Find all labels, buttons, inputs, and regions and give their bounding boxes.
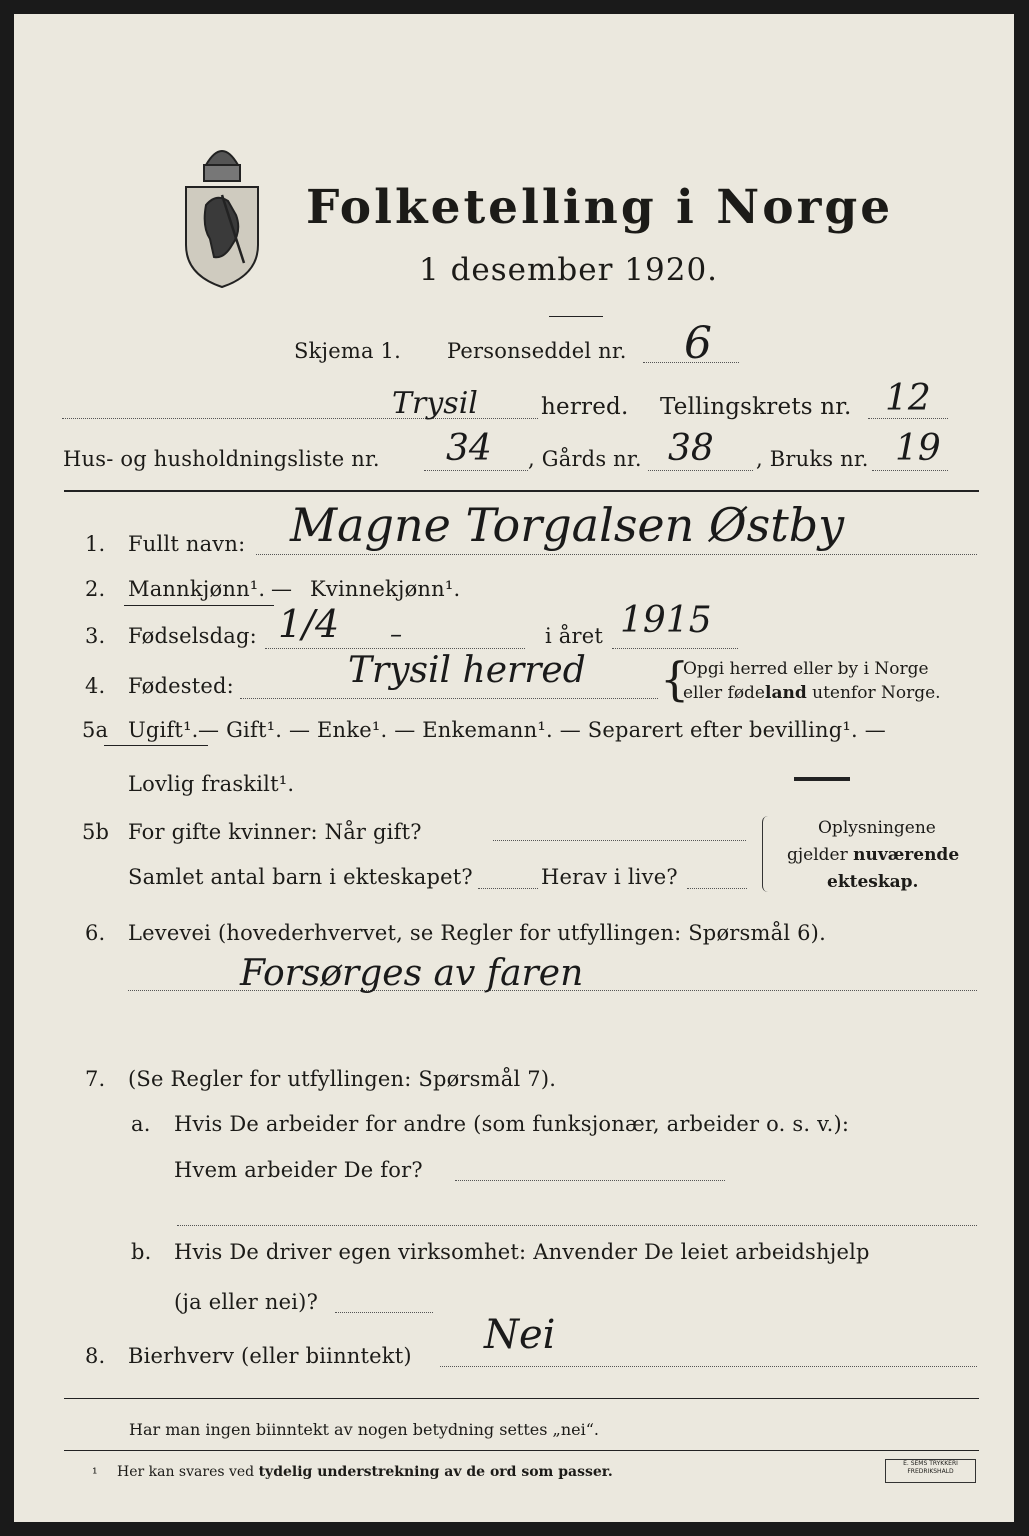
herred-value: Trysil — [392, 386, 478, 421]
footer-note: Har man ingen biinntekt av nogen betydning settes „nei“. — [129, 1420, 599, 1439]
q7b-number: b. — [131, 1240, 152, 1264]
q2-number: 2. — [85, 577, 106, 601]
q4-value: Trysil herred — [348, 650, 586, 691]
gards-value: 38 — [668, 428, 714, 469]
q8-value: Nei — [484, 1312, 556, 1358]
q2-separator: — — [271, 577, 293, 601]
q7-number: 7. — [85, 1067, 106, 1091]
census-form — [14, 14, 1014, 1522]
q1-number: 1. — [85, 532, 106, 556]
personseddel-label: Personseddel nr. — [447, 339, 627, 363]
q4-number: 4. — [85, 674, 106, 698]
bruks-value: 19 — [895, 428, 941, 469]
gards-line — [648, 470, 753, 471]
q5b-line1 — [493, 840, 746, 841]
q4-brace: { — [660, 652, 690, 706]
footer-divider — [64, 1398, 979, 1399]
q6-value: Forsørges av faren — [240, 953, 584, 994]
husholdning-label: Hus- og husholdningsliste nr. — [63, 447, 380, 471]
q7-label: (Se Regler for utfyllingen: Spørsmål 7). — [128, 1067, 557, 1091]
norway-coat-of-arms-icon — [176, 135, 268, 290]
q4-note-line2: eller fødeland utenfor Norge. — [683, 683, 941, 703]
footnote-text: Her kan svares ved tydelig understrekning av de ord som passer. — [117, 1464, 613, 1480]
q5b-line2-dots — [478, 888, 538, 889]
q5a-number: 5a — [82, 718, 109, 742]
printer-stamp: E. SEMS TRYKKERI FREDRIKSHALD — [885, 1459, 976, 1483]
q3-year-label: i året — [545, 624, 604, 648]
tellingskrets-label: Tellingskrets nr. — [660, 394, 852, 420]
q2-underline — [124, 605, 274, 606]
q1-value: Magne Torgalsen Østby — [290, 498, 845, 552]
q6-number: 6. — [85, 921, 106, 945]
q4-note-line1: Opgi herred eller by i Norge — [683, 659, 929, 679]
q5a-ugift: Ugift¹. — [128, 718, 199, 742]
q5b-note-line3: ekteskap. — [827, 872, 919, 892]
q3-line — [265, 648, 525, 649]
q3-year-line — [612, 648, 738, 649]
footnote-mark: ¹ — [92, 1466, 98, 1482]
q5b-line3-dots — [687, 888, 747, 889]
husholdning-line — [424, 470, 528, 471]
q4-line — [240, 698, 658, 699]
q8-number: 8. — [85, 1344, 106, 1368]
q3-value: 1/4 — [278, 602, 340, 646]
q7b-line2: (ja eller nei)? — [174, 1290, 319, 1314]
skjema-label: Skjema 1. — [294, 339, 401, 363]
bruks-line — [872, 470, 948, 471]
q5a-strike — [794, 777, 850, 781]
q3-year-value: 1915 — [620, 600, 712, 641]
q3-number: 3. — [85, 624, 106, 648]
document-title: Folketelling i Norge — [306, 180, 894, 235]
footnote-divider — [64, 1450, 979, 1451]
q8-label: Bierhverv (eller biinntekt) — [128, 1344, 412, 1368]
q5a-underline — [104, 745, 208, 746]
q7a-number: a. — [131, 1112, 151, 1136]
q5a-options: — Gift¹. — Enke¹. — Enkemann¹. — Separert efter bevilling¹. — — [198, 718, 886, 742]
q7b-line — [335, 1312, 433, 1313]
title-rule — [549, 316, 603, 317]
q5b-number: 5b — [82, 820, 110, 844]
q4-label: Fødested: — [128, 674, 234, 698]
q3-dash: – — [390, 620, 402, 648]
husholdning-value: 34 — [446, 428, 492, 469]
personseddel-value: 6 — [684, 318, 712, 369]
q7a-extra-line — [177, 1225, 977, 1226]
bruks-label: , Bruks nr. — [756, 447, 869, 471]
q7a-label: Hvis De arbeider for andre (som funksjonær, arbeider o. s. v.): — [174, 1112, 850, 1136]
q7a-line2: Hvem arbeider De for? — [174, 1158, 423, 1182]
q1-label: Fullt navn: — [128, 532, 246, 556]
q5b-line2-a: Samlet antal barn i ekteskapet? — [128, 865, 473, 889]
tellingskrets-value: 12 — [885, 378, 931, 419]
q7a-line — [455, 1180, 725, 1181]
q5b-bracket — [762, 816, 769, 892]
q5b-note-line1: Oplysningene — [818, 818, 936, 838]
gards-label: , Gårds nr. — [528, 447, 642, 471]
q2-male: Mannkjønn¹. — [128, 577, 266, 601]
q2-female: Kvinnekjønn¹. — [310, 577, 461, 601]
q5b-note-line2: gjelder nuværende — [787, 845, 960, 865]
q6-label: Levevei (hovederhvervet, se Regler for utfyllingen: Spørsmål 6). — [128, 921, 826, 945]
q3-label: Fødselsdag: — [128, 624, 257, 648]
header-divider — [64, 490, 979, 492]
q5b-line2-b: Herav i live? — [541, 865, 678, 889]
q5b-label: For gifte kvinner: Når gift? — [128, 820, 422, 844]
census-date: 1 desember 1920. — [419, 252, 719, 288]
herred-label: herred. — [541, 394, 629, 420]
q7b-label: Hvis De driver egen virksomhet: Anvender De leiet arbeidshjelp — [174, 1240, 870, 1264]
q8-line — [440, 1366, 977, 1367]
q5a-line2: Lovlig fraskilt¹. — [128, 772, 295, 796]
q1-line — [256, 554, 977, 555]
